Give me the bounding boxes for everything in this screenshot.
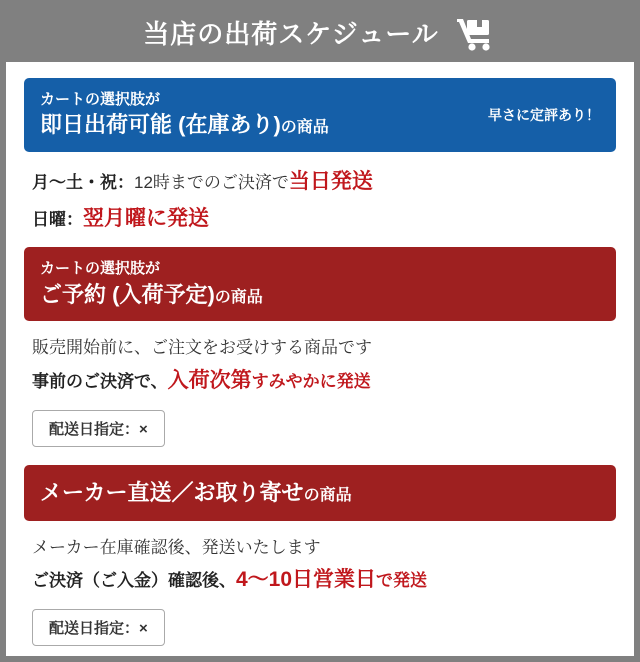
detail-plain: 販売開始前に、ご注文をお受けする商品です [32, 338, 372, 358]
banner-title [40, 110, 329, 140]
detail-direct-shipping [24, 521, 616, 651]
detail-label: 月〜土・祝： [32, 172, 134, 192]
banner-subtitle: カートの選択肢が [40, 91, 161, 108]
detail-row [32, 533, 608, 563]
banner-text-group [40, 259, 263, 309]
detail-plain: 12時までのご決済で [134, 172, 289, 192]
delivery-date-tag: 配送日指定：× [32, 609, 165, 646]
page-header [6, 6, 634, 62]
detail-highlight-small: すみやかに発送 [251, 372, 371, 392]
banner-title-suffix: の商品 [303, 486, 352, 504]
detail-label: 日曜： [32, 209, 83, 229]
detail-highlight: 当日発送 [288, 169, 373, 193]
banner-text-group [40, 478, 352, 508]
delivery-date-tag: 配送日指定：× [32, 410, 165, 447]
banner-title-main: 即日出荷可能 (在庫あり) [40, 112, 281, 138]
detail-row [32, 562, 608, 599]
banner-subtitle: カートの選択肢が [40, 260, 161, 278]
banner-title [40, 478, 352, 508]
card-body [6, 62, 634, 660]
banner-title-main: ご予約 (入荷予定) [40, 281, 215, 307]
detail-row [32, 201, 608, 238]
detail-label: ご決済（ご入金）確認後、 [32, 571, 236, 591]
detail-in-stock [24, 152, 616, 242]
detail-highlight-small: で発送 [376, 571, 428, 591]
banner-title-suffix: の商品 [280, 119, 329, 137]
page-title: 当店の出荷スケジュール [143, 19, 439, 49]
banner-note: 早さに定評あり！ [488, 106, 600, 123]
detail-plain: メーカー在庫確認後、発送いたします [32, 537, 321, 557]
banner-title-suffix: の商品 [214, 288, 263, 306]
detail-row [32, 363, 608, 400]
banner-title [40, 280, 263, 310]
banner-direct-shipping [24, 465, 616, 521]
banner-in-stock [24, 78, 616, 152]
banner-reservation [24, 247, 616, 321]
hand-truck-icon [453, 17, 497, 51]
banner-text-group [40, 90, 329, 140]
detail-highlight: 入荷次第 [167, 369, 252, 393]
detail-label: 事前のご決済で、 [32, 372, 168, 392]
detail-highlight: 4〜10日営業日 [236, 568, 377, 592]
detail-highlight: 翌月曜に発送 [83, 206, 209, 230]
detail-row [32, 333, 608, 363]
detail-row [32, 164, 608, 201]
detail-reservation [24, 321, 616, 451]
banner-title-main: メーカー直送／お取り寄せ [40, 479, 304, 505]
